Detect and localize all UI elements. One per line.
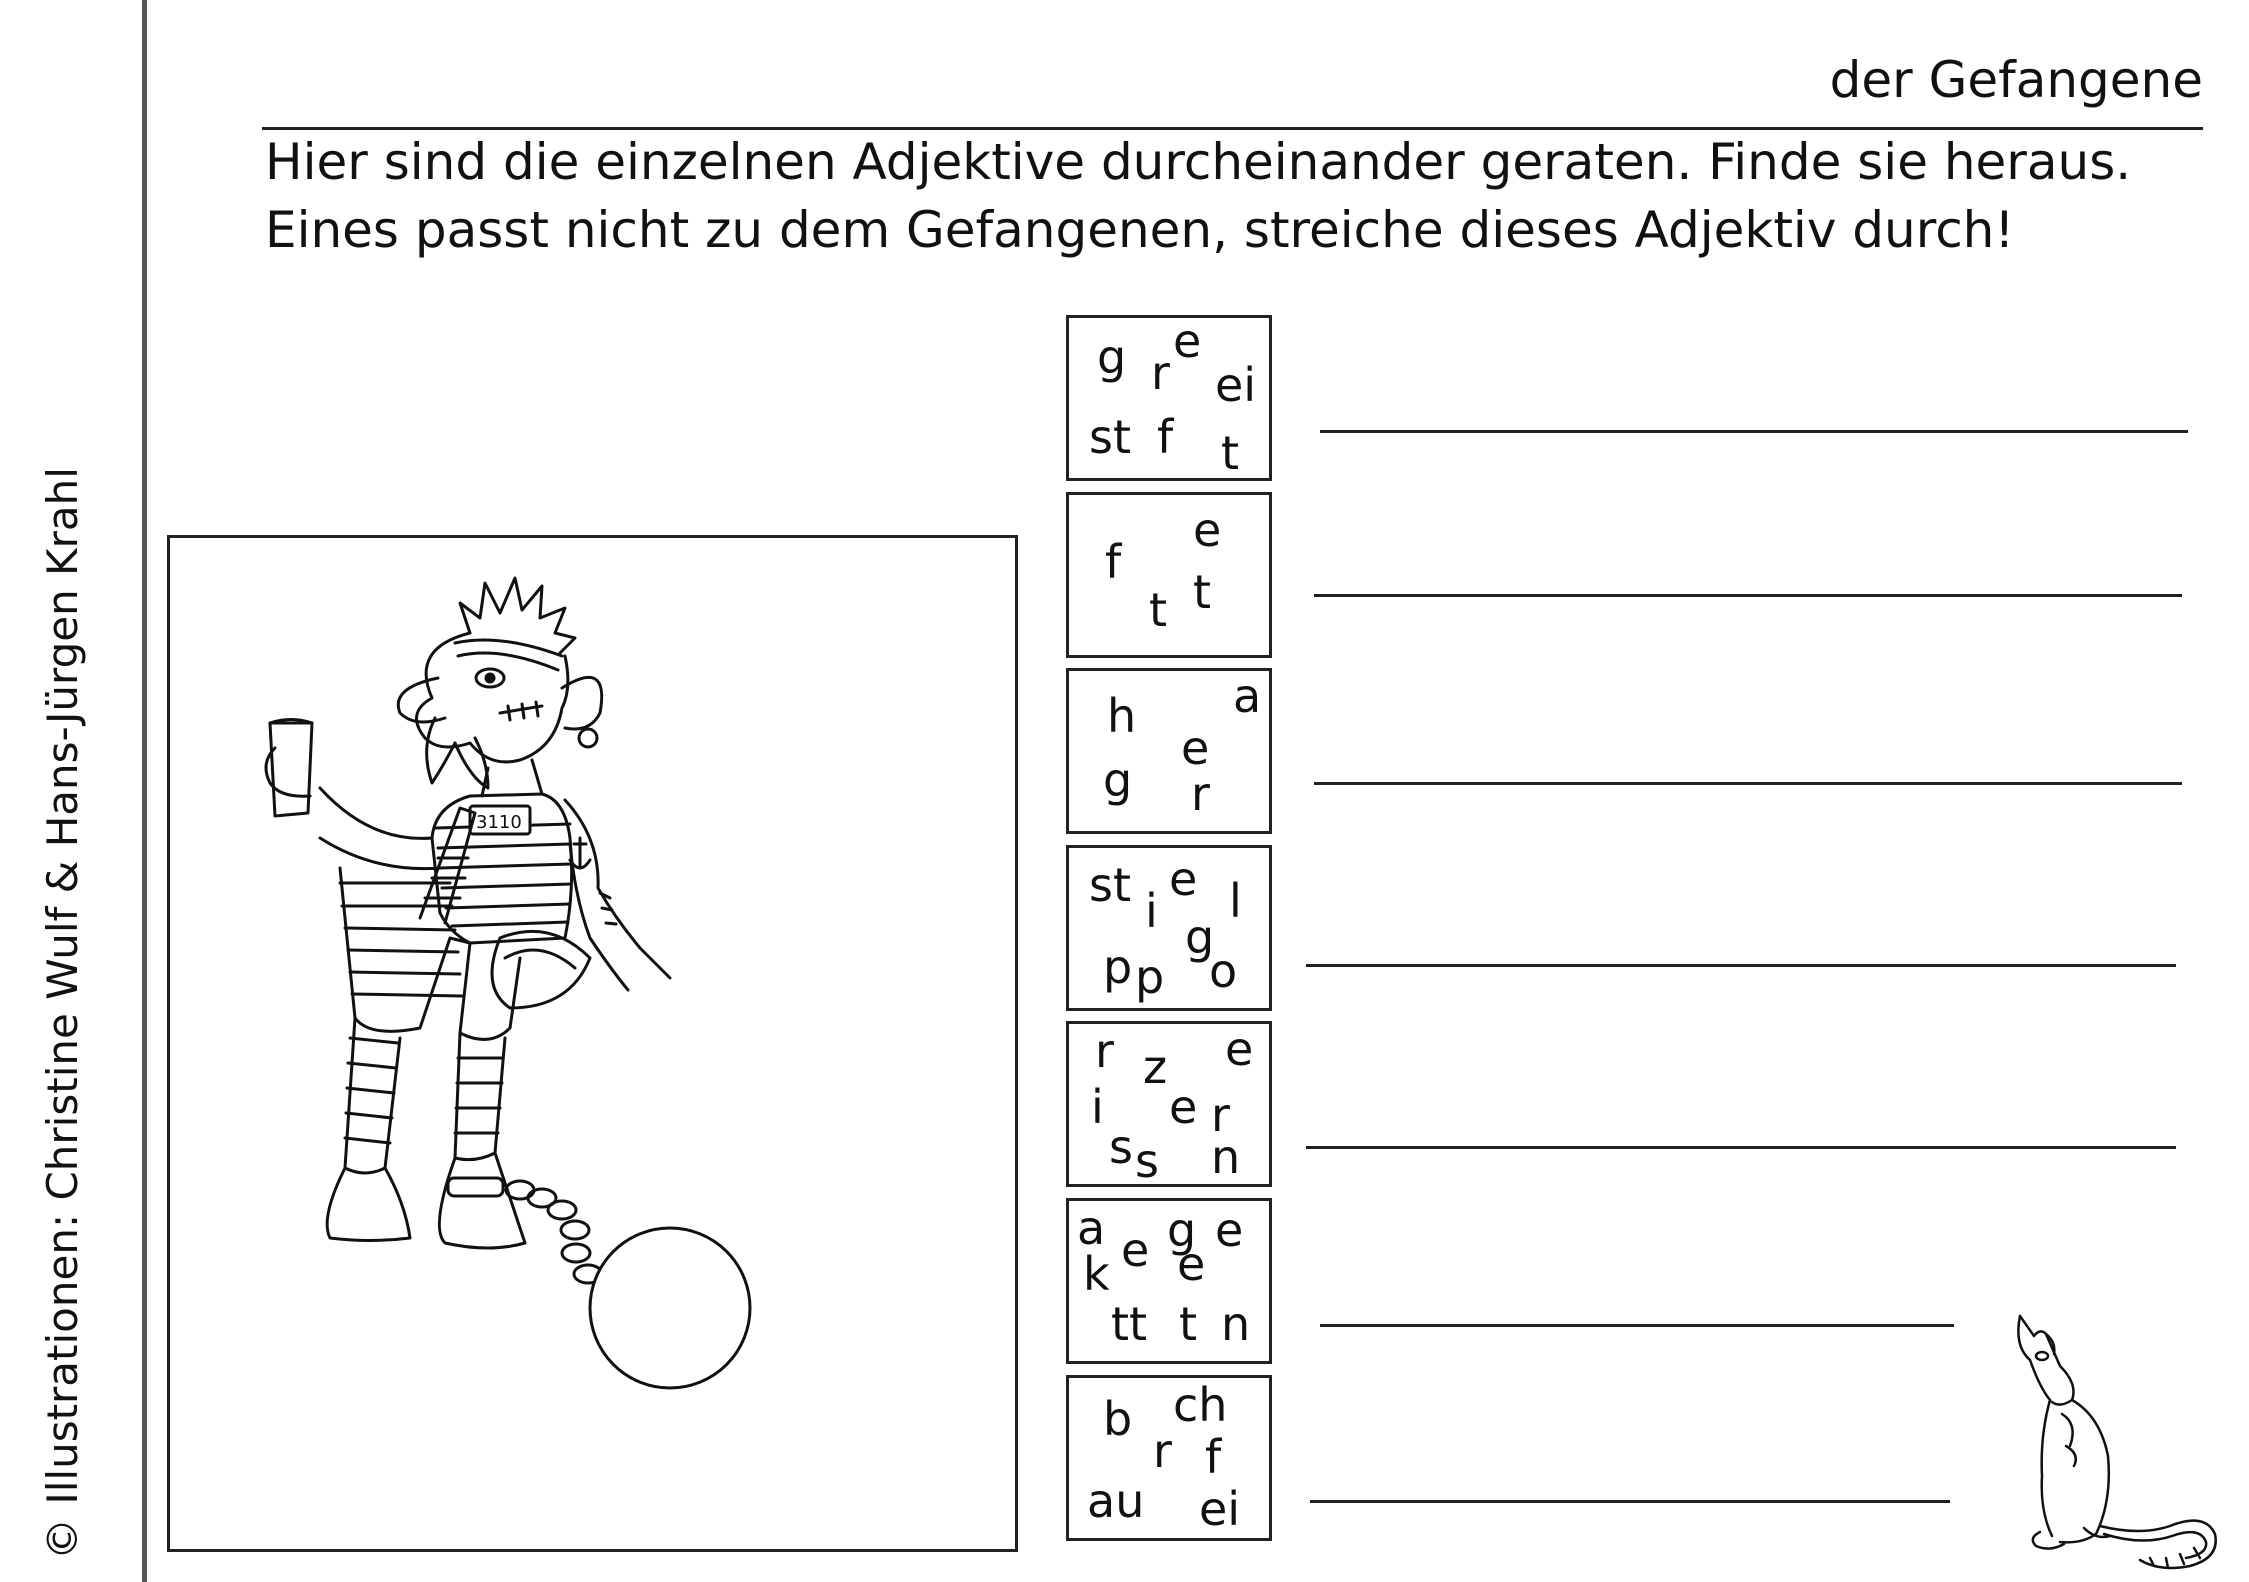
tile-letter: r	[1153, 1424, 1172, 1478]
prisoner-illustration	[170, 538, 1015, 1549]
tile-letter: st	[1089, 858, 1132, 912]
tile-letter: e	[1177, 1237, 1206, 1291]
tile-letter: ei	[1215, 358, 1257, 412]
tile-letter: f	[1205, 1430, 1222, 1484]
prisoner-illustration-frame	[167, 535, 1018, 1552]
tile-letter: p	[1103, 940, 1133, 994]
answer-line-4[interactable]	[1306, 964, 2176, 967]
answer-line-3[interactable]	[1314, 782, 2182, 785]
answer-line-7[interactable]	[1310, 1500, 1950, 1503]
letter-tile-3	[1066, 668, 1272, 834]
letter-tile-6	[1066, 1198, 1272, 1364]
tile-letter: h	[1107, 689, 1137, 743]
tile-letter: p	[1135, 950, 1165, 1004]
tile-letter: e	[1225, 1022, 1254, 1076]
answer-line-5[interactable]	[1306, 1146, 2176, 1149]
tile-letter: t	[1179, 1297, 1198, 1351]
instruction-line-2: Eines passt nicht zu dem Gefangenen, streiche dieses Adjektiv durch!	[265, 201, 2015, 259]
tile-letter: r	[1095, 1024, 1114, 1078]
tile-letter: i	[1091, 1080, 1104, 1134]
tile-letter: s	[1109, 1120, 1133, 1174]
tile-letter: t	[1193, 565, 1212, 619]
letter-tile-4	[1066, 845, 1272, 1011]
letter-tile-7	[1066, 1375, 1272, 1541]
tile-letter: f	[1105, 535, 1122, 589]
tile-letter: au	[1087, 1474, 1145, 1528]
tile-letter: f	[1157, 410, 1174, 464]
tile-letter: e	[1121, 1223, 1150, 1277]
tile-letter: t	[1221, 426, 1240, 480]
letter-tile-5	[1066, 1021, 1272, 1187]
tile-letter: b	[1103, 1392, 1133, 1446]
tile-letter: e	[1193, 503, 1222, 557]
margin-line	[142, 0, 147, 1582]
tile-letter: z	[1143, 1040, 1168, 1094]
tile-letter: a	[1233, 669, 1262, 723]
tile-letter: n	[1221, 1297, 1251, 1351]
shirt-number-label: 3110	[476, 812, 522, 833]
tile-letter: g	[1097, 330, 1127, 384]
tile-letter: o	[1209, 944, 1238, 998]
answer-line-6[interactable]	[1320, 1324, 1954, 1327]
tile-letter: st	[1089, 410, 1132, 464]
letter-tile-2	[1066, 492, 1272, 658]
tile-letter: r	[1211, 1088, 1230, 1142]
tile-letter: l	[1229, 874, 1242, 928]
tile-letter: g	[1167, 1203, 1197, 1257]
tile-letter: tt	[1111, 1297, 1148, 1351]
tile-letter: k	[1083, 1247, 1110, 1301]
tile-letter: n	[1211, 1130, 1241, 1184]
tile-letter: e	[1169, 852, 1198, 906]
tile-letter: e	[1181, 721, 1210, 775]
answer-line-1[interactable]	[1320, 430, 2188, 433]
tile-letter: e	[1169, 1080, 1198, 1134]
tile-letter: g	[1185, 910, 1215, 964]
tile-letter: e	[1215, 1203, 1244, 1257]
illustration-credit: © Illustrationen: Christine Wulf & Hans-Jürgen Krahl	[38, 467, 87, 1560]
tile-letter: ei	[1199, 1482, 1241, 1536]
tile-letter: t	[1149, 583, 1168, 637]
tile-letter: ch	[1173, 1378, 1228, 1432]
tile-letter: g	[1103, 753, 1133, 807]
tile-letter: s	[1135, 1134, 1159, 1188]
letter-tile-1	[1066, 315, 1272, 481]
tile-letter: i	[1145, 884, 1158, 938]
tile-letter: e	[1173, 314, 1202, 368]
worksheet-topic: der Gefangene	[1829, 51, 2203, 109]
answer-line-2[interactable]	[1314, 594, 2182, 597]
instructions	[265, 128, 2165, 264]
tile-letter: r	[1191, 767, 1210, 821]
tile-letter: a	[1077, 1201, 1106, 1255]
tile-letter: r	[1151, 346, 1170, 400]
instruction-line-1: Hier sind die einzelnen Adjektive durcheinander geraten. Finde sie heraus.	[265, 133, 2132, 191]
rat-illustration	[2000, 1296, 2230, 1576]
